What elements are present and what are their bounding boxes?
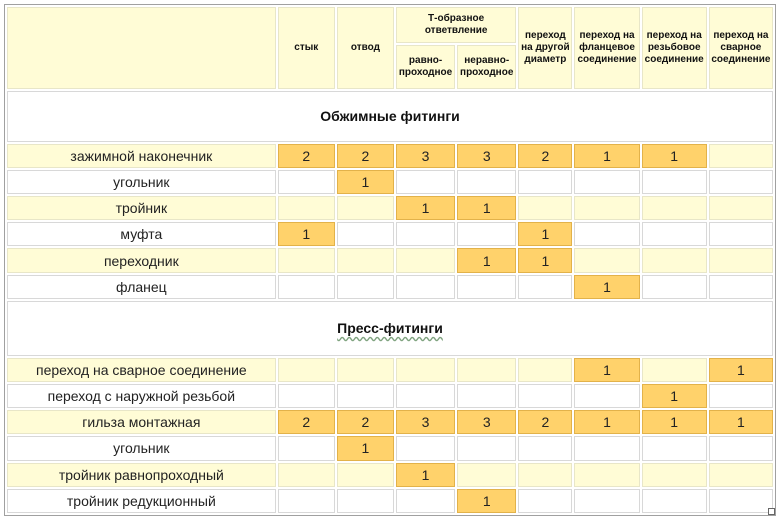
header-other-diameter: переход на другой диаметр xyxy=(518,7,572,89)
value-cell: 1 xyxy=(278,222,335,246)
row-name: тройник xyxy=(7,196,276,220)
fittings-table-frame xyxy=(4,4,776,516)
row-name: муфта xyxy=(7,222,276,246)
value-cell xyxy=(642,489,707,513)
table-row xyxy=(7,170,773,194)
value-cell xyxy=(574,436,639,460)
row-name: тройник редукционный xyxy=(7,489,276,513)
value-cell xyxy=(574,196,639,220)
value-cell xyxy=(396,358,455,382)
value-cell xyxy=(574,463,639,487)
value-cell: 2 xyxy=(337,144,394,168)
value-cell xyxy=(709,222,773,246)
table-row xyxy=(7,196,773,220)
table-row xyxy=(7,410,773,434)
value-cell: 2 xyxy=(278,144,335,168)
value-cell xyxy=(642,275,707,299)
value-cell: 3 xyxy=(396,410,455,434)
value-cell xyxy=(278,463,335,487)
table-row xyxy=(7,436,773,460)
value-cell xyxy=(337,489,394,513)
value-cell xyxy=(709,170,773,194)
value-cell xyxy=(278,489,335,513)
value-cell: 3 xyxy=(457,144,516,168)
value-cell: 1 xyxy=(457,489,516,513)
value-cell xyxy=(518,196,572,220)
value-cell xyxy=(278,196,335,220)
value-cell xyxy=(337,358,394,382)
value-cell xyxy=(642,463,707,487)
value-cell xyxy=(396,275,455,299)
value-cell xyxy=(518,384,572,408)
value-cell xyxy=(457,170,516,194)
value-cell xyxy=(709,196,773,220)
value-cell xyxy=(709,144,773,168)
table-row xyxy=(7,248,773,272)
section-title: Пресс-фитинги xyxy=(337,320,443,337)
value-cell xyxy=(396,384,455,408)
table-row xyxy=(7,463,773,487)
value-cell xyxy=(337,196,394,220)
value-cell: 2 xyxy=(518,410,572,434)
table-row xyxy=(7,489,773,513)
section-title: Обжимные фитинги xyxy=(320,108,460,125)
value-cell: 1 xyxy=(642,384,707,408)
table-row xyxy=(7,384,773,408)
header-tee-unequal: неравно-проходное xyxy=(457,45,516,89)
value-cell xyxy=(337,275,394,299)
value-cell xyxy=(396,489,455,513)
value-cell xyxy=(278,358,335,382)
value-cell xyxy=(642,196,707,220)
value-cell xyxy=(457,222,516,246)
value-cell xyxy=(396,248,455,272)
row-name: переход на сварное соединение xyxy=(7,358,276,382)
row-name: гильза монтажная xyxy=(7,410,276,434)
value-cell xyxy=(518,489,572,513)
value-cell: 1 xyxy=(709,358,773,382)
section-row xyxy=(7,301,773,356)
value-cell: 1 xyxy=(396,463,455,487)
value-cell xyxy=(278,248,335,272)
value-cell: 1 xyxy=(642,410,707,434)
value-cell xyxy=(457,436,516,460)
table-row xyxy=(7,222,773,246)
value-cell xyxy=(457,463,516,487)
header-flange: переход на фланцевое соединение xyxy=(574,7,639,89)
table-row xyxy=(7,144,773,168)
fittings-table xyxy=(5,5,775,515)
row-name: фланец xyxy=(7,275,276,299)
value-cell xyxy=(396,222,455,246)
value-cell xyxy=(709,489,773,513)
value-cell: 1 xyxy=(574,410,639,434)
header-stub xyxy=(7,7,276,89)
value-cell xyxy=(278,275,335,299)
resize-handle[interactable] xyxy=(768,508,775,515)
value-cell xyxy=(457,275,516,299)
value-cell: 1 xyxy=(642,144,707,168)
value-cell xyxy=(337,384,394,408)
table-row xyxy=(7,358,773,382)
value-cell xyxy=(278,384,335,408)
value-cell xyxy=(709,463,773,487)
value-cell: 1 xyxy=(457,196,516,220)
value-cell: 1 xyxy=(574,358,639,382)
value-cell xyxy=(396,436,455,460)
value-cell xyxy=(518,436,572,460)
header-otvod: отвод xyxy=(337,7,394,89)
value-cell xyxy=(518,275,572,299)
value-cell xyxy=(709,248,773,272)
value-cell xyxy=(574,222,639,246)
value-cell xyxy=(574,248,639,272)
value-cell xyxy=(642,358,707,382)
table-row xyxy=(7,275,773,299)
value-cell: 1 xyxy=(457,248,516,272)
value-cell xyxy=(278,436,335,460)
value-cell: 1 xyxy=(518,248,572,272)
value-cell xyxy=(709,275,773,299)
value-cell xyxy=(337,248,394,272)
value-cell xyxy=(518,170,572,194)
value-cell: 1 xyxy=(709,410,773,434)
value-cell xyxy=(709,384,773,408)
value-cell xyxy=(642,170,707,194)
value-cell xyxy=(457,358,516,382)
value-cell xyxy=(278,170,335,194)
value-cell xyxy=(574,170,639,194)
header-styk: стык xyxy=(278,7,335,89)
value-cell xyxy=(642,222,707,246)
section-title-cell xyxy=(7,301,773,356)
value-cell xyxy=(396,170,455,194)
value-cell xyxy=(518,358,572,382)
header-tee-equal: равно-проходное xyxy=(396,45,455,89)
value-cell xyxy=(518,463,572,487)
section-row xyxy=(7,91,773,142)
header-weld: переход на сварное соединение xyxy=(709,7,773,89)
header-tee-group: Т-образное ответвление xyxy=(396,7,516,43)
value-cell xyxy=(337,463,394,487)
row-name: переход с наружной резьбой xyxy=(7,384,276,408)
header-thread: переход на резьбовое соединение xyxy=(642,7,707,89)
value-cell: 2 xyxy=(278,410,335,434)
value-cell: 1 xyxy=(337,170,394,194)
section-title-cell xyxy=(7,91,773,142)
value-cell: 2 xyxy=(337,410,394,434)
value-cell xyxy=(642,248,707,272)
row-name: переходник xyxy=(7,248,276,272)
value-cell: 1 xyxy=(574,144,639,168)
value-cell: 1 xyxy=(518,222,572,246)
value-cell: 1 xyxy=(337,436,394,460)
value-cell: 1 xyxy=(574,275,639,299)
row-name: зажимной наконечник xyxy=(7,144,276,168)
row-name: угольник xyxy=(7,436,276,460)
value-cell: 3 xyxy=(396,144,455,168)
value-cell xyxy=(574,384,639,408)
value-cell xyxy=(709,436,773,460)
value-cell xyxy=(574,489,639,513)
row-name: угольник xyxy=(7,170,276,194)
value-cell: 2 xyxy=(518,144,572,168)
value-cell: 1 xyxy=(396,196,455,220)
row-name: тройник равнопроходный xyxy=(7,463,276,487)
value-cell xyxy=(642,436,707,460)
table-body xyxy=(7,91,773,513)
value-cell xyxy=(337,222,394,246)
value-cell: 3 xyxy=(457,410,516,434)
value-cell xyxy=(457,384,516,408)
